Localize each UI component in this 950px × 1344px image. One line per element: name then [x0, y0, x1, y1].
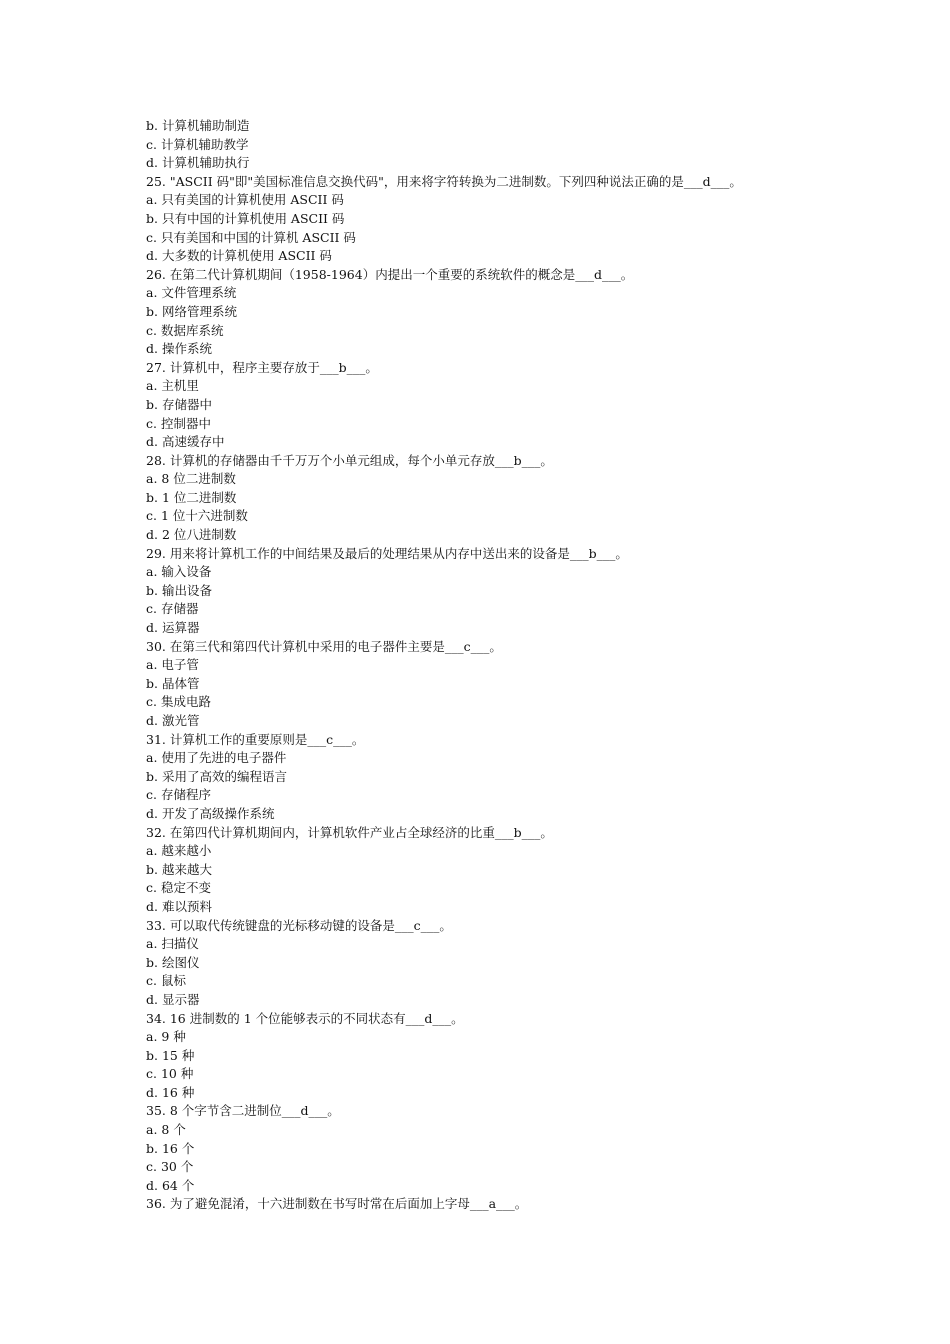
- answer-option: d. 操作系统: [146, 341, 212, 357]
- answer-option: d. 大多数的计算机使用 ASCII 码: [146, 248, 332, 264]
- answer-option: c. 计算机辅助教学: [146, 136, 249, 152]
- answer-option: b. 网络管理系统: [146, 303, 237, 319]
- answer-option: a. 使用了先进的电子器件: [146, 750, 287, 766]
- question-stem: 33. 可以取代传统键盘的光标移动键的设备是___c___。: [146, 917, 452, 933]
- answer-option: c. 1 位十六进制数: [146, 508, 248, 524]
- answer-option: a. 8 个: [146, 1122, 186, 1138]
- question-stem: 36. 为了避免混淆，十六进制数在书写时常在后面加上字母___a___。: [146, 1196, 528, 1212]
- question-stem: 35. 8 个字节含二进制位___d___。: [146, 1103, 340, 1119]
- question-stem: 31. 计算机工作的重要原则是___c___。: [146, 731, 365, 747]
- answer-option: c. 存储器: [146, 601, 199, 617]
- question-stem: 27. 计算机中，程序主要存放于___b___。: [146, 359, 378, 375]
- answer-option: c. 只有美国和中国的计算机 ASCII 码: [146, 229, 356, 245]
- answer-option: b. 只有中国的计算机使用 ASCII 码: [146, 210, 345, 226]
- question-stem: 30. 在第三代和第四代计算机中采用的电子器件主要是___c___。: [146, 638, 502, 654]
- answer-option: a. 只有美国的计算机使用 ASCII 码: [146, 192, 344, 208]
- answer-option: b. 越来越大: [146, 861, 212, 877]
- question-list: [146, 117, 866, 1214]
- answer-option: a. 文件管理系统: [146, 285, 237, 301]
- answer-option: a. 主机里: [146, 378, 199, 394]
- answer-option: b. 1 位二进制数: [146, 489, 237, 505]
- answer-option: c. 控制器中: [146, 415, 211, 431]
- answer-option: c. 10 种: [146, 1066, 194, 1082]
- question-stem: 32. 在第四代计算机期间内，计算机软件产业占全球经济的比重___b___。: [146, 824, 553, 840]
- answer-option: d. 激光管: [146, 713, 200, 728]
- answer-option: b. 计算机辅助制造: [146, 118, 250, 133]
- answer-option: d. 难以预料: [146, 898, 212, 914]
- answer-option: c. 鼠标: [146, 973, 186, 989]
- answer-option: c. 集成电路: [146, 694, 211, 710]
- answer-option: d. 2 位八进制数: [146, 527, 237, 543]
- answer-option: d. 计算机辅助执行: [146, 155, 250, 171]
- question-stem: 28. 计算机的存储器由千千万万个小单元组成，每个小单元存放___b___。: [146, 452, 553, 468]
- answer-option: a. 越来越小: [146, 843, 212, 859]
- answer-option: b. 采用了高效的编程语言: [146, 768, 287, 784]
- answer-option: d. 高速缓存中: [146, 434, 225, 450]
- answer-option: b. 存储器中: [146, 396, 212, 412]
- answer-option: d. 64 个: [146, 1177, 195, 1193]
- question-stem: 26. 在第二代计算机期间（1958-1964）内提出一个重要的系统软件的概念是___d___。: [146, 266, 634, 282]
- answer-option: a. 扫描仪: [146, 936, 199, 952]
- question-stem: 25. "ASCII 码"即"美国标准信息交换代码"，用来将字符转换为二进制数。下列四种说法正确的是___d___。: [146, 173, 742, 189]
- answer-option: b. 16 个: [146, 1140, 195, 1156]
- answer-option: d. 运算器: [146, 620, 200, 636]
- answer-option: c. 存储程序: [146, 787, 211, 803]
- answer-option: b. 输出设备: [146, 582, 212, 598]
- answer-option: d. 显示器: [146, 991, 200, 1007]
- answer-option: c. 数据库系统: [146, 322, 224, 338]
- answer-option: b. 绘图仪: [146, 954, 200, 970]
- answer-option: c. 稳定不变: [146, 880, 211, 896]
- answer-option: a. 电子管: [146, 657, 199, 673]
- answer-option: d. 开发了高级操作系统: [146, 805, 275, 821]
- answer-option: a. 9 种: [146, 1029, 186, 1045]
- answer-option: a. 输入设备: [146, 564, 212, 580]
- question-stem: 29. 用来将计算机工作的中间结果及最后的处理结果从内存中送出来的设备是___b___。: [146, 545, 628, 561]
- answer-option: b. 晶体管: [146, 675, 200, 691]
- question-stem: 34. 16 进制数的 1 个位能够表示的不同状态有___d___。: [146, 1010, 464, 1026]
- answer-option: a. 8 位二进制数: [146, 471, 236, 487]
- answer-option: c. 30 个: [146, 1159, 194, 1175]
- answer-option: b. 15 种: [146, 1047, 195, 1063]
- answer-option: d. 16 种: [146, 1084, 195, 1100]
